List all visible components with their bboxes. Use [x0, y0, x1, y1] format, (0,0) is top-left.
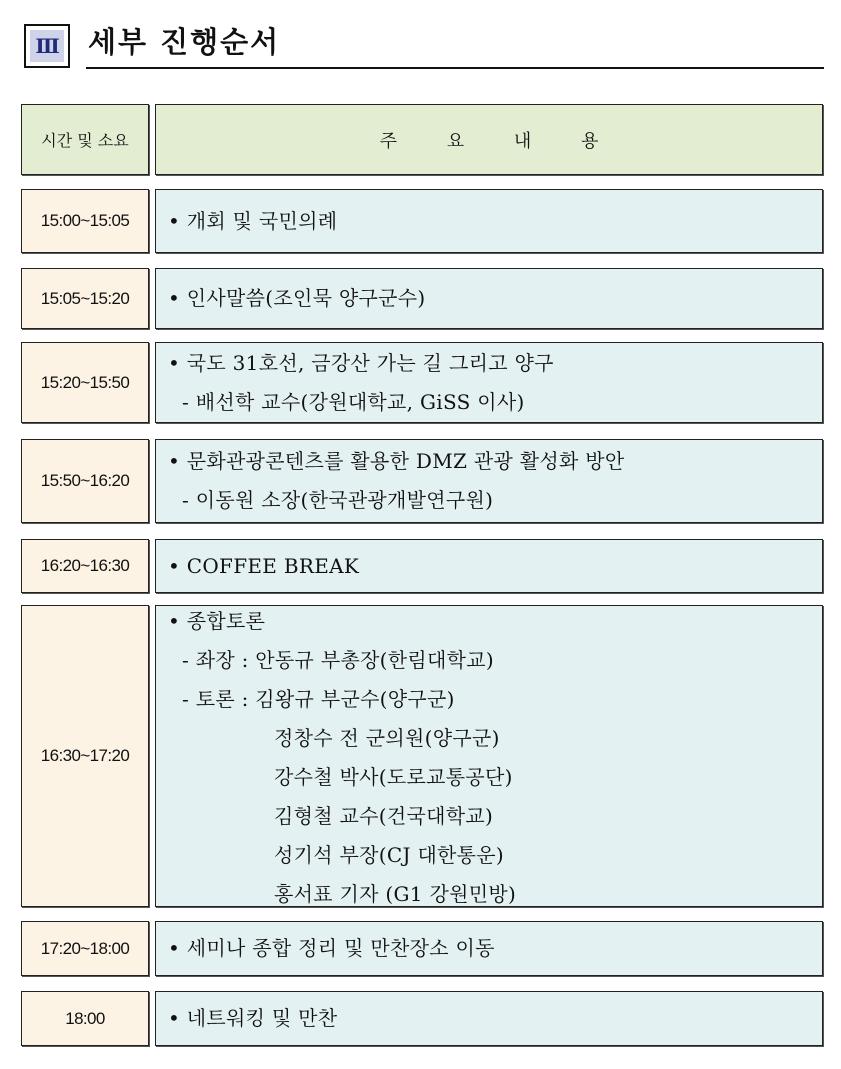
table-row: [21, 921, 823, 976]
content-line: - 이동원 소장(한국관광개발연구원): [182, 488, 494, 512]
content-line: • 인사말씀(조인묵 양구군수): [168, 286, 426, 310]
content-line: • 네트워킹 및 만찬: [168, 1006, 338, 1030]
content-line: - 배선학 교수(강원대학교, GiSS 이사): [182, 389, 525, 414]
content-line: 김형철 교수(건국대학교): [274, 804, 494, 828]
content-line: • 개회 및 국민의례: [168, 208, 338, 233]
content-cell: [155, 268, 823, 329]
content-cell: [155, 605, 823, 907]
content-cell: [155, 991, 823, 1046]
content-line: • 세미나 종합 정리 및 만찬장소 이동: [168, 936, 495, 960]
table-row: [21, 268, 823, 329]
table-row: [21, 439, 823, 523]
table-row: [21, 189, 823, 253]
time-cell: 17:20~18:00: [21, 921, 149, 976]
title-underline: [86, 67, 824, 69]
section-numeral: Ⅲ: [30, 30, 64, 62]
time-cell: 18:00: [21, 991, 149, 1046]
header-time: 시간 및 소요: [21, 104, 149, 175]
content-cell: [155, 539, 823, 593]
table-header-row: [21, 104, 823, 175]
time-cell: 15:20~15:50: [21, 342, 149, 423]
header-content: 주 요 내 용: [155, 104, 823, 175]
section-header: [24, 22, 824, 70]
content-cell: [155, 921, 823, 976]
time-cell: 16:30~17:20: [21, 605, 149, 907]
content-line: • COFFEE BREAK: [168, 553, 360, 578]
content-cell: [155, 439, 823, 523]
time-cell: 15:05~15:20: [21, 268, 149, 329]
content-line: - 좌장 : 안동규 부총장(한림대학교): [182, 648, 494, 672]
time-cell: 15:50~16:20: [21, 439, 149, 523]
content-line: 홍서표 기자 (G1 강원민방): [274, 882, 517, 906]
content-line: • 문화관광콘텐츠를 활용한 DMZ 관광 활성화 방안: [168, 449, 625, 473]
content-line: 성기석 부장(CJ 대한통운): [274, 843, 505, 867]
page-title: 세부 진행순서: [88, 25, 281, 59]
section-number-badge: [24, 24, 70, 68]
time-cell: 16:20~16:30: [21, 539, 149, 593]
table-row: [21, 605, 823, 907]
table-row: [21, 991, 823, 1046]
content-line: • 종합토론: [168, 609, 266, 633]
content-cell: [155, 342, 823, 423]
table-row: [21, 342, 823, 423]
table-row: [21, 539, 823, 593]
time-cell: 15:00~15:05: [21, 189, 149, 253]
content-line: - 토론 : 김왕규 부군수(양구군): [182, 687, 455, 711]
content-line: • 국도 31호선, 금강산 가는 길 그리고 양구: [168, 350, 554, 375]
content-cell: [155, 189, 823, 253]
content-line: 정창수 전 군의원(양구군): [274, 726, 500, 750]
content-line: 강수철 박사(도로교통공단): [274, 765, 513, 789]
